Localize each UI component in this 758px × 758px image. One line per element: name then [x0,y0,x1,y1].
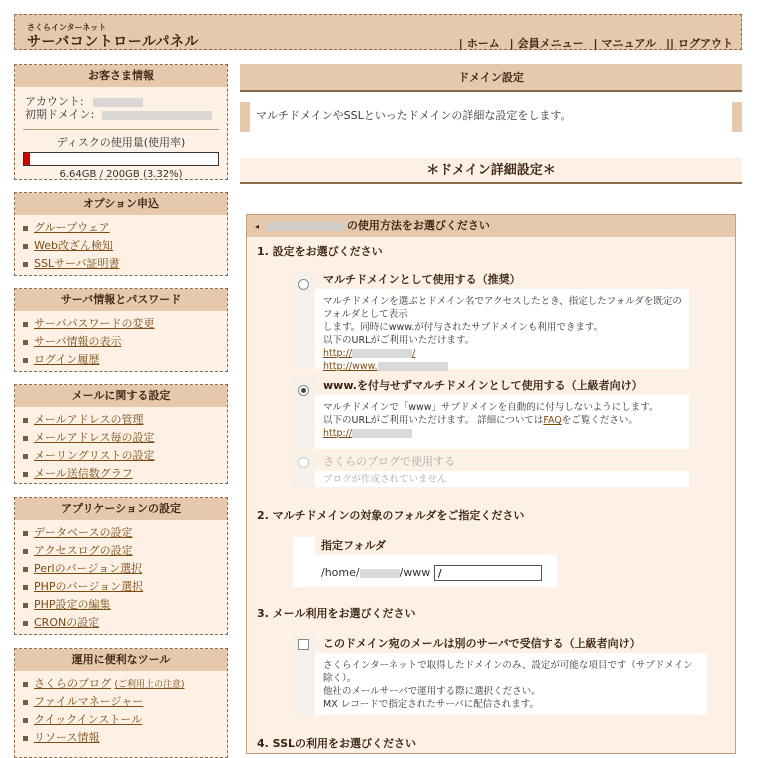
sidebar-item-server-info [23,333,227,351]
collapse-icon[interactable]: ◂ [255,222,260,231]
option-no-www-title: www.を付与せずマルチドメインとして使用する（上級者向け） [315,377,689,395]
bullet-icon [23,736,28,741]
account-label: アカウント: [25,95,84,108]
url-line [323,347,683,360]
option-multidomain-title: マルチドメインとして使用する（推奨） [315,271,689,289]
folder-prefix: /home/ [321,566,360,579]
sidebar-item-php [23,578,227,596]
sidebar-item-resource [23,729,227,747]
link-resource-info[interactable]: リソース情報 [34,731,100,744]
bullet-icon [23,226,28,231]
server-list [15,311,227,371]
radio-multidomain[interactable] [298,279,309,290]
domain-label: 初期ドメイン: [25,108,95,121]
desc-line: さくらインターネットで取得したドメインのみ、設定が可能な項目です（サブドメイン除く）。 [323,660,693,684]
external-mail-desc [323,659,701,711]
link-login-history[interactable]: ログイン履歴 [34,353,100,366]
top-nav: | ホーム | 会員メニュー | マニュアル || ログアウト [458,37,733,50]
disk-usage-fill [24,153,30,165]
mail-box [14,384,228,484]
bullet-icon [23,603,28,608]
option-no-www-desc [323,401,683,440]
disk-usage-label: ディスクの使用量(使用率) [23,129,219,150]
link-change-password[interactable]: サーバパスワードの変更 [34,317,155,330]
checkbox-column [293,635,315,715]
link-server-info[interactable]: サーバ情報の表示 [34,335,122,348]
bullet-icon [23,682,28,687]
radio-multidomain-no-www[interactable] [298,385,309,396]
server-title: サーバ情報とパスワード [15,289,227,311]
link-sakura-blog[interactable]: さくらのブログ [34,677,111,690]
option-blog-desc: ブログが作成されていません [323,474,447,485]
sidebar-item-file-manager [23,693,227,711]
url-slash[interactable]: / [412,348,416,359]
disk-usage-text: 6.64GB / 200GB (3.32%) [59,169,183,180]
step2-label: 2. マルチドメインの対象のフォルダをご指定ください [257,509,525,522]
server-box [14,288,228,372]
mail-title: メールに関する設定 [15,385,227,407]
url-line [323,360,683,373]
logo-subtitle: さくらインターネット [27,23,107,32]
sidebar-item-perl [23,560,227,578]
folder-user-redacted [360,569,400,578]
radio-column [293,271,315,369]
bullet-icon [23,700,28,705]
radio-sakura-blog[interactable] [298,457,309,468]
header [14,14,742,50]
url-link[interactable]: http:// [323,428,353,439]
link-perl-version[interactable]: Perlのバージョン選択 [34,562,143,575]
bullet-icon [23,472,28,477]
sidebar-item-cron [23,614,227,632]
step3-label: 3. メール利用をお選びください [257,607,416,620]
sidebar-item-mail-each [23,429,227,447]
bullet-icon [23,322,28,327]
bullet-icon [23,585,28,590]
desc-line [323,414,683,427]
account-row [15,95,227,108]
bullet-icon [23,531,28,536]
radio-column [293,453,315,487]
account-value-redacted [93,98,143,107]
nav-member-menu[interactable]: 会員メニュー [517,37,584,50]
sidebar-item-mail-graph [23,465,227,483]
sidebar-item-groupware [23,219,227,237]
url-link-www[interactable]: http://www. [323,361,378,372]
link-database[interactable]: データベースの設定 [34,526,133,539]
tools-list [15,671,227,749]
sidebar-item-database [23,524,227,542]
bullet-icon [23,436,28,441]
link-mail-manage[interactable]: メールアドレスの管理 [34,413,144,426]
link-php-version[interactable]: PHPのバージョン選択 [34,580,144,593]
domain-name-redacted [265,222,345,231]
sidebar-item-login-history [23,351,227,369]
nav-home[interactable]: ホーム [466,37,500,50]
desc-line: マルチドメインを選ぶとドメイン名でアクセスしたとき、指定したフォルダを既定のフォルダとして表示 [323,296,682,320]
step1-label: 1. 設定をお選びください [257,245,383,258]
faq-link[interactable]: FAQ [543,415,562,426]
desc-text: 以下のURLがご利用いただけます。 詳細については [323,415,544,426]
options-title: オプション申込 [15,193,227,215]
intro-text: マルチドメインやSSLといったドメインの詳細な設定をします。 [240,102,742,132]
folder-label: 指定フォルダ [315,537,557,555]
mail-list [15,407,227,485]
bullet-icon [23,358,28,363]
link-web-tamper[interactable]: Web改ざん検知 [34,239,113,252]
link-groupware[interactable]: グループウェア [34,221,110,234]
tools-title: 運用に便利なツール [15,649,227,671]
options-box [14,192,228,276]
link-cron[interactable]: CRONの設定 [34,616,100,629]
bullet-icon [23,454,28,459]
link-access-log[interactable]: アクセスログの設定 [34,544,133,557]
desc-line: します。同時にwww.が付与されたサブドメインも利用できます。 [323,322,604,333]
domain-settings-form [246,214,736,754]
link-php-edit[interactable]: PHP設定の編集 [34,598,111,611]
customer-info-title: お客さま情報 [15,65,227,87]
folder-box [293,537,557,587]
sidebar-item-blog [23,675,227,693]
bullet-icon [23,244,28,249]
link-mail-graph[interactable]: メール送信数グラフ [34,467,133,480]
options-list [15,215,227,275]
option-blog-title: さくらのブログで使用する [315,453,689,471]
folder-input[interactable] [434,565,542,581]
bullet-icon [23,340,28,345]
section-title: ＊ドメイン詳細設定＊ [240,158,742,184]
sidebar-item-mail-manage [23,411,227,429]
domain-row [15,108,227,121]
desc-line: マルチドメインで「www」サブドメインを自動的に付与しないようにします。 [323,402,659,413]
bullet-icon [23,621,28,626]
link-file-manager[interactable]: ファイルマネージャー [34,695,144,708]
app-list [15,520,227,634]
url-redacted [352,349,412,358]
desc-line: 以下のURLがご利用いただけます。 [323,335,475,346]
sidebar-item-ssl [23,255,227,273]
nav-logout[interactable]: ログアウト [678,37,733,50]
sidebar-item-web-tamper [23,237,227,255]
desc-line: MX レコードで指定されたサーバに配信されます。 [323,699,539,710]
logo-title: サーバコントロールパネル [27,34,200,50]
sidebar-item-password [23,315,227,333]
sidebar-item-mailing-list [23,447,227,465]
sidebar-item-quick-install [23,711,227,729]
step4-label: 4. SSLの利用をお選びください [257,737,417,750]
sidebar-item-access-log [23,542,227,560]
option-multidomain [293,271,689,372]
app-box [14,497,228,635]
bullet-icon [23,418,28,423]
url-line [323,427,683,440]
form-header-label: の使用方法をお選びください [346,219,490,232]
disk-usage-bar [23,152,219,166]
link-mailing-list[interactable]: メーリングリストの設定 [34,449,155,462]
form-header [247,215,735,237]
link-blog-note[interactable]: (ご利用上の注意) [114,680,185,690]
external-mail-title: このドメイン宛のメールは別のサーバで受信する（上級者向け） [315,635,707,653]
bullet-icon [23,567,28,572]
desc-line: 他社のメールサーバで運用する際に選択ください。 [323,686,541,697]
option-external-mail [293,635,707,715]
folder-suffix: /www [399,566,431,579]
url-redacted [352,429,412,438]
nav-manual[interactable]: マニュアル [601,37,657,50]
domain-value-redacted [102,111,212,120]
tools-box [14,648,228,758]
option-sakura-blog [293,453,689,487]
app-title: アプリケーションの設定 [15,498,227,520]
url-link[interactable]: http:// [323,348,353,359]
desc-text: をご覧ください。 [561,415,638,426]
link-mail-each[interactable]: メールアドレス毎の設定 [34,431,155,444]
url-redacted [378,362,448,371]
checkbox-external-mail[interactable] [298,639,309,650]
sidebar-item-php-edit [23,596,227,614]
radio-column [293,377,315,449]
customer-info-box [14,64,228,180]
link-quick-install[interactable]: クイックインストール [34,713,143,726]
option-multidomain-desc [323,295,683,373]
bullet-icon [23,718,28,723]
page-title: ドメイン設定 [240,64,742,92]
folder-path-row [321,565,542,581]
option-multidomain-no-www [293,377,689,449]
bullet-icon [23,262,28,267]
bullet-icon [23,549,28,554]
link-ssl-cert[interactable]: SSLサーバ証明書 [34,257,120,270]
